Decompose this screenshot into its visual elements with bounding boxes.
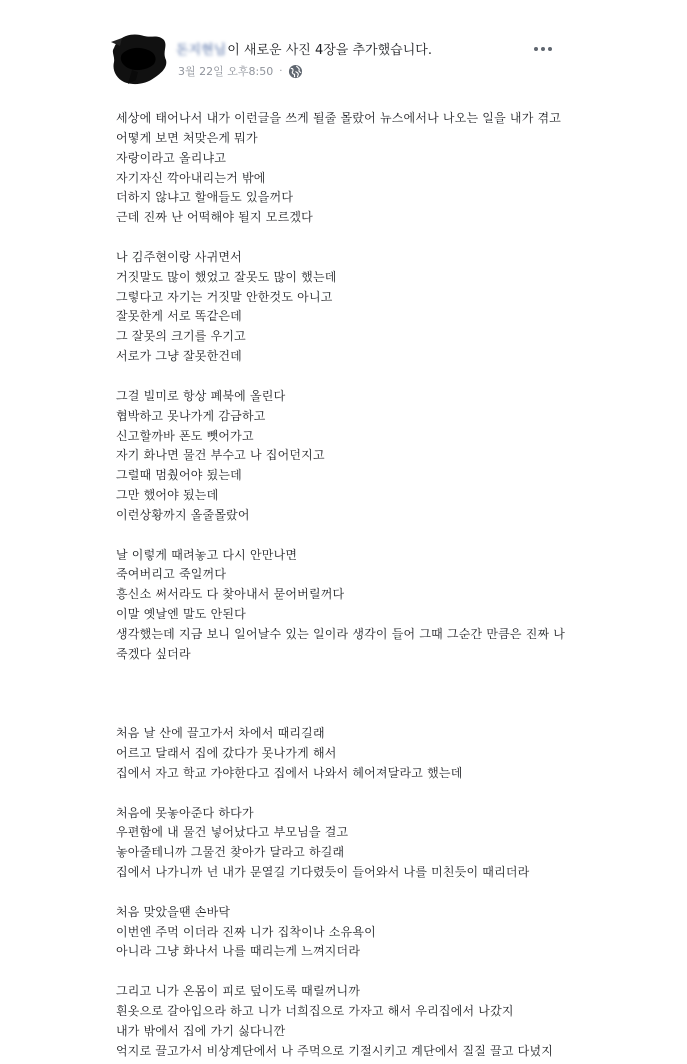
post-text-line: 집에서 자고 학교 가야한다고 집에서 나와서 헤어져달라고 했는데 — [116, 765, 463, 780]
avatar[interactable] — [108, 30, 170, 88]
post-text-line: 자기 화나면 물건 부수고 나 집어던지고 — [116, 448, 325, 463]
post-text-line: 죽겠다 싶더라 — [116, 646, 191, 661]
post-blank-line — [116, 526, 576, 546]
post-blank-line — [116, 704, 576, 724]
post-text-line: 잘못한게 서로 똑같은데 — [116, 309, 242, 324]
avatar-scribble — [108, 30, 170, 88]
post-text-line: 처음 맞았을땐 손바닥 — [116, 904, 231, 919]
post-text-line: 서로가 그냥 잘못한건데 — [116, 349, 242, 364]
post-text-line: 생각했는데 지금 보니 일어날수 있는 일이라 생각이 들어 그때 그순간 만큼은 진짜 나 — [116, 626, 566, 641]
post-text-line: 근데 진짜 난 어떡해야 될지 모르겠다 — [116, 210, 313, 225]
post-text-line: 날 이렇게 때려놓고 다시 안만나면 — [116, 547, 298, 562]
post-text-line: 그만 했어야 됬는데 — [116, 488, 219, 503]
globe-icon[interactable] — [288, 64, 303, 79]
post-timestamp[interactable]: 3월 22일 오후8:50 — [178, 65, 274, 78]
more-options-button[interactable] — [528, 38, 558, 60]
post-text-line: 우편함에 내 물건 넣어났다고 부모님을 걸고 — [116, 825, 349, 840]
post-text-line: 신고할까바 폰도 뺏어가고 — [116, 428, 254, 443]
post-text-line: 이말 옛날엔 말도 안된다 — [116, 607, 246, 622]
post-text-line: 어떻게 보면 처맞은게 뭐가 — [116, 130, 258, 145]
post-text-line: 놓아줄테니까 그물건 찾아가 달라고 하길래 — [116, 845, 345, 860]
post-blank-line — [116, 665, 576, 685]
post-text-line: 집에서 나가니까 넌 내가 문열길 기다렸듯이 들어와서 나를 미친듯이 때리더라 — [116, 865, 530, 880]
post-blank-line — [116, 962, 576, 982]
post-text-line: 세상에 태어나서 내가 이런글을 쓰게 될줄 몰랐어 뉴스에서나 나오는 일을 내가 겪고 — [116, 111, 562, 125]
post-text-line: 그걸 빌미로 항상 폐북에 올린다 — [116, 388, 286, 403]
post-text-line: 자기자신 깍아내리는거 밖에 — [116, 170, 266, 185]
more-horizontal-icon — [541, 47, 545, 51]
post-text-line: 흥신소 써서라도 다 찾아내서 묻어버릴꺼다 — [116, 587, 345, 602]
post-text-line: 그리고 니가 온몸이 피로 덮이도록 때릴꺼니까 — [116, 984, 361, 999]
post-blank-line — [116, 367, 576, 387]
post-text-line: 죽여버리고 죽일꺼다 — [116, 567, 227, 582]
post-text-line: 처음에 못놓아준다 하다가 — [116, 805, 254, 820]
post-header — [0, 0, 687, 100]
post-text-line: 더하지 않냐고 할애들도 있을꺼다 — [116, 190, 294, 205]
more-horizontal-icon — [534, 47, 538, 51]
post-body — [116, 109, 576, 1062]
post-text-line: 처음 날 산에 끌고가서 차에서 때리길래 — [116, 726, 325, 741]
post-text-line: 그럴때 멈췄어야 됬는데 — [116, 468, 242, 483]
post-text-line: 그 잘못의 크기를 우기고 — [116, 329, 246, 344]
post-text-line: 어르고 달래서 집에 갔다가 못나가게 해서 — [116, 746, 337, 760]
post-text-line: 흰옷으로 갈아입으라 하고 니가 너희집으로 가자고 해서 우리집에서 나갔지 — [116, 1003, 514, 1018]
post-text-line: 내가 밖에서 집에 가기 싫다니깐 — [116, 1023, 286, 1038]
post-blank-line — [116, 883, 576, 903]
post-text-line: 협박하고 못나가게 감금하고 — [116, 408, 266, 423]
post-text-line: 이번엔 주먹 이더라 진짜 니가 집착이나 소유욕이 — [116, 924, 376, 939]
post-blank-line — [116, 684, 576, 704]
post-text-line: 억지로 끌고가서 비상계단에서 나 주먹으로 기절시키고 계단에서 질질 끌고 다녔지 — [116, 1043, 554, 1058]
post-text-line: 자랑이라고 올리냐고 — [116, 150, 227, 165]
post-action-text: 이 새로운 사진 4장을 추가했습니다. — [227, 43, 432, 58]
post-blank-line — [116, 784, 576, 804]
meta-separator: · — [279, 65, 283, 77]
post-text-line: 나 김주현이랑 사귀면서 — [116, 249, 242, 264]
post-header-line — [176, 39, 432, 58]
post-text-line: 그렇다고 자기는 거짓말 안한것도 아니고 — [116, 289, 333, 304]
post-text-line: 거짓말도 많이 했었고 잘못도 많이 했는데 — [116, 269, 337, 284]
author-name[interactable]: 돈지현님 — [176, 43, 227, 58]
post-text-line: 아니라 그냥 화나서 나를 때리는게 느껴지더라 — [116, 944, 361, 959]
post-blank-line — [116, 228, 576, 248]
post-meta — [178, 63, 303, 79]
post-text-line: 이런상황까지 올줄몰랐어 — [116, 507, 250, 522]
more-horizontal-icon — [548, 47, 552, 51]
